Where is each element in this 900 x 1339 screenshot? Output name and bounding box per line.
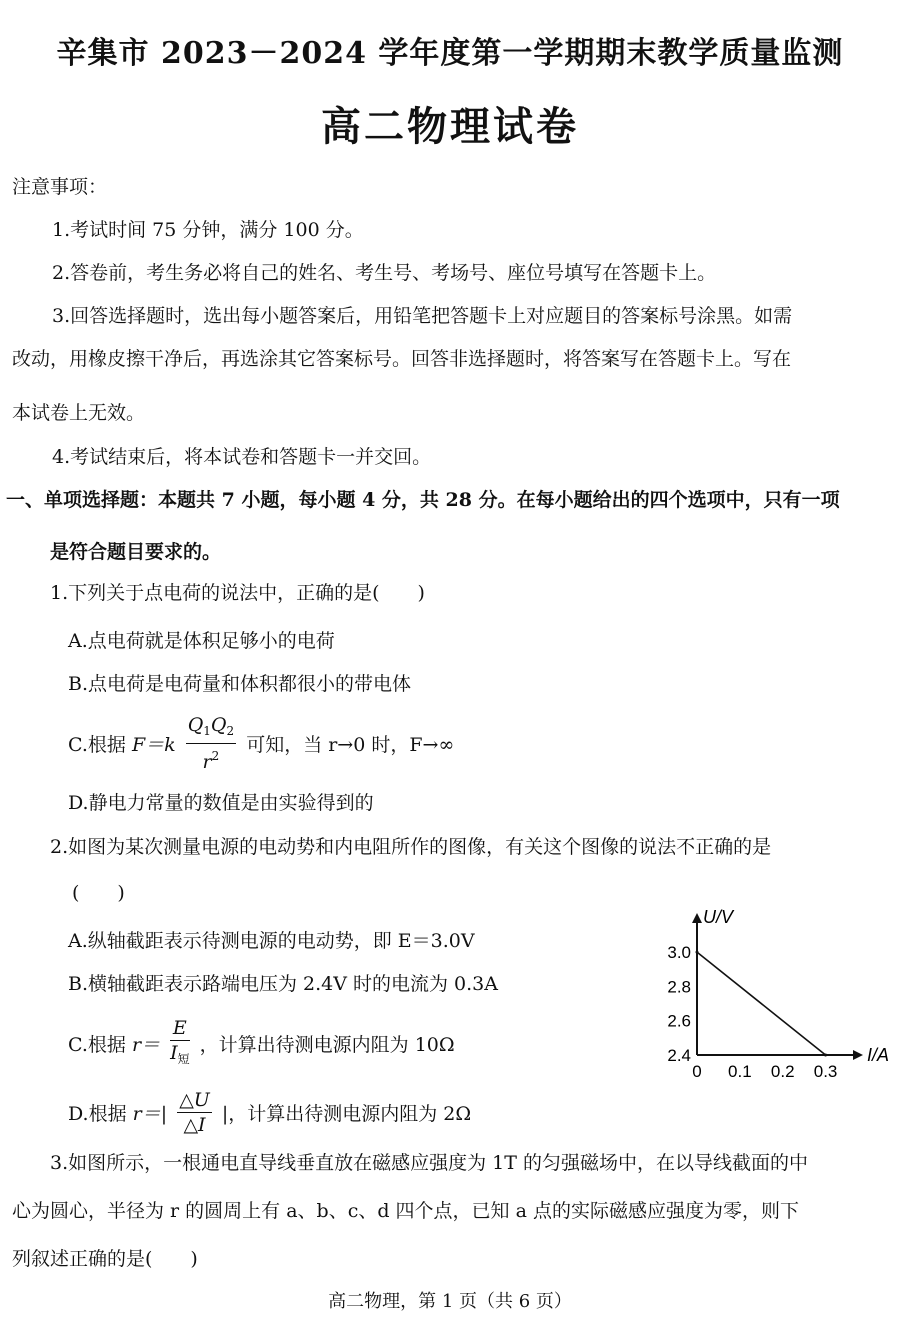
q2-d-den: △I	[183, 1114, 206, 1136]
x-tick-label: 0.1	[728, 1062, 752, 1081]
x-axis-label: I/A	[867, 1045, 890, 1065]
q2-ui-chart	[645, 907, 890, 1090]
q1-c-den-sup: 2	[211, 749, 220, 763]
q1-stem: 1.下列关于点电荷的说法中，正确的是( )	[50, 582, 425, 604]
notice-item-4: 4.考试结束后，将本试卷和答题卡一并交回。	[52, 446, 432, 468]
q2-c-fraction	[170, 1016, 190, 1071]
y-tick-label: 2.8	[667, 977, 691, 997]
q1-option-c	[68, 713, 454, 774]
q3-stem-line-2: 心为圆心，半径为 r 的圆周上有 a、b、c、d 四个点，已知 a 点的实际磁感应强度为零，则下	[12, 1200, 799, 1222]
q2-c-den: I	[170, 1042, 178, 1064]
q1-c-num-q1: Q	[187, 714, 204, 736]
q1-c-lhs: F＝k	[131, 734, 176, 756]
q1-c-num-sub2: 2	[226, 724, 235, 738]
x-tick-label: 0.3	[813, 1062, 838, 1081]
q2-c-num: E	[170, 1016, 190, 1041]
y-tick-label: 2.6	[667, 1011, 691, 1031]
notice-item-3-line-1: 3.回答选择题时，选出每小题答案后，用铅笔把答题卡上对应题目的答案标号涂黑。如需	[52, 305, 793, 327]
q2-c-prefix: C.根据	[68, 1034, 126, 1056]
y-tick-label: 2.4	[667, 1046, 691, 1065]
q2-d-prefix: D.根据	[68, 1103, 127, 1125]
q2-c-suffix: ，计算出待测电源内阻为 10Ω	[199, 1034, 455, 1056]
q1-c-num-sub1: 1	[203, 724, 211, 738]
q1-option-d: D.静电力常量的数值是由实验得到的	[68, 792, 374, 814]
series-point-end	[824, 1054, 827, 1057]
notice-item-1: 1.考试时间 75 分钟，满分 100 分。	[52, 219, 364, 241]
x-axis-arrow	[853, 1050, 863, 1060]
exam-subtitle: 高二物理试卷	[321, 103, 579, 150]
page-footer: 高二物理，第 1 页（共 6 页）	[328, 1291, 572, 1312]
notice-item-3-line-3: 本试卷上无效。	[12, 402, 146, 424]
q1-c-den: r	[202, 751, 212, 773]
q2-c-lhs: r＝	[131, 1034, 161, 1056]
q3-stem-line-3: 列叙述正确的是( )	[12, 1248, 198, 1270]
q1-option-b: B.点电荷是电荷量和体积都很小的带电体	[68, 673, 412, 695]
q2-d-suffix: |，计算出待测电源内阻为 2Ω	[221, 1103, 472, 1125]
q1-option-a: A.点电荷就是体积足够小的电荷	[68, 630, 335, 652]
q2-stem-line-1: 2.如图为某次测量电源的电动势和内电阻所作的图像，有关这个图像的说法不正确的是	[50, 836, 772, 858]
q2-option-a: A.纵轴截距表示待测电源的电动势，即 E＝3.0V	[68, 930, 475, 952]
q2-d-num: △U	[179, 1089, 210, 1111]
q2-option-b: B.横轴截距表示路端电压为 2.4V 时的电流为 0.3A	[68, 973, 498, 995]
q1-c-prefix: C.根据	[68, 734, 126, 756]
q2-c-den-sub: 短	[177, 1052, 190, 1066]
y-tick-label: 3.0	[667, 943, 691, 963]
series-line	[697, 952, 826, 1055]
q1-c-num-q2: Q	[210, 714, 227, 736]
q3-stem-line-1: 3.如图所示，一根通电直导线垂直放在磁感应强度为 1T 的匀强磁场中，在以导线截面的中	[50, 1152, 808, 1174]
section-1-heading-line-1: 一、单项选择题：本题共 7 小题，每小题 4 分，共 28 分。在每小题给出的四个选项中，只有一项	[6, 489, 840, 511]
x-tick-label: 0	[692, 1062, 702, 1081]
q2-stem-line-2: ( )	[72, 882, 125, 904]
series-point-start	[696, 951, 699, 954]
q1-c-fraction	[186, 713, 236, 774]
y-axis-label: U/V	[703, 907, 734, 927]
exam-title: 辛集市 2023－2024 学年度第一学期期末教学质量监测	[56, 36, 844, 71]
y-axis-arrow	[692, 913, 702, 923]
notice-item-3-line-2: 改动，用橡皮擦干净后，再选涂其它答案标号。回答非选择题时，将答案写在答题卡上。写在	[12, 348, 792, 370]
notice-item-2: 2.答卷前，考生务必将自己的姓名、考生号、考场号、座位号填写在答题卡上。	[52, 262, 717, 284]
q2-option-c	[68, 1016, 455, 1071]
q1-c-suffix: 可知，当 r→0 时，F→∞	[246, 734, 455, 756]
q2-d-fraction	[177, 1088, 212, 1137]
x-tick-label: 0.2	[770, 1062, 795, 1081]
q2-d-lhs: r＝|	[132, 1103, 168, 1125]
notice-heading: 注意事项：	[12, 176, 108, 198]
section-1-heading-line-2: 是符合题目要求的。	[50, 541, 222, 563]
q2-option-d	[68, 1088, 471, 1137]
